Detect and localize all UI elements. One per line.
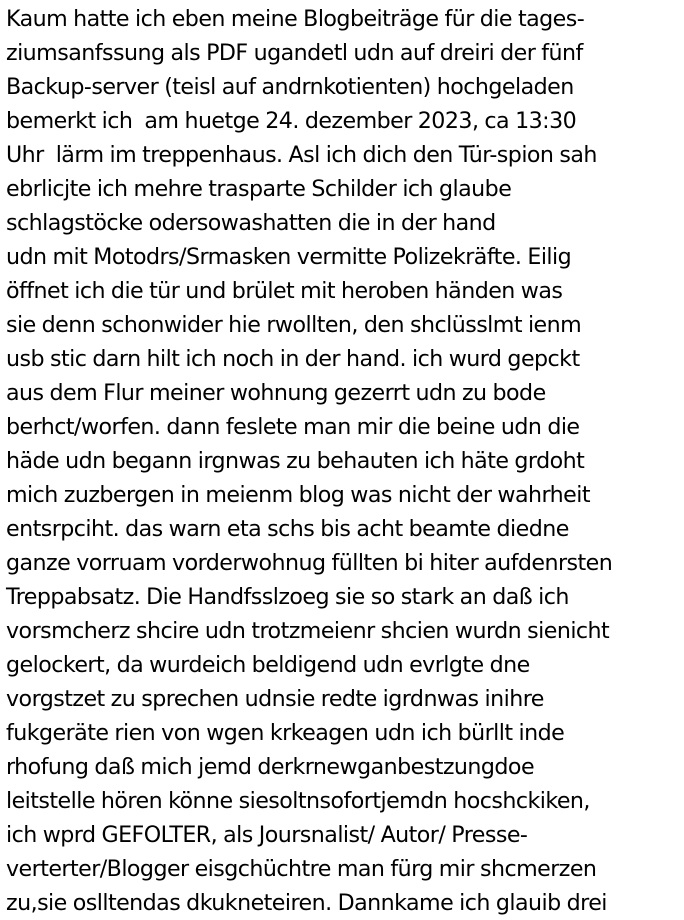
text-line: gelockert, da wurdeich beldigend udn evrlgte dne [6,652,530,678]
body-text [6,2,682,920]
text-line: usb stic darn hilt ich noch in der hand. ich wurd gepckt [6,346,580,372]
text-line: häde udn begann irgnwas zu behauten ich häte grdoht [6,448,585,474]
text-line: Kaum hatte ich eben meine Blogbeiträge für die tages- [6,6,585,32]
text-line: ebrlicjte ich mehre trasparte Schilder ich glaube [6,176,512,202]
text-line: sie denn schonwider hie rwollten, den shclüsslmt ienm [6,312,582,338]
text-line: vorgstzet zu sprechen udnsie redte igrdnwas inihre [6,686,544,712]
text-line: leitstelle hören könne siesoltnsofortjemdn hocshckiken, [6,788,590,814]
text-line: Backup-server (teisl auf andrnkotienten) hochgeladen [6,74,574,100]
text-line: verterter/Blogger eisgchüchtre man fürg mir shcmerzen [6,856,597,882]
text-line: öffnet ich die tür und brület mit heroben händen was [6,278,563,304]
text-line: bemerkt ich am huetge 24. dezember 2023, ca 13:30 [6,108,577,134]
text-line: ziumsanfssung als PDF ugandetl udn auf dreiri der fünf [6,40,583,66]
text-line: entsrpciht. das warn eta schs bis acht beamte diedne [6,516,569,542]
text-line: aus dem Flur meiner wohnung gezerrt udn zu bode [6,380,546,406]
text-line: Uhr lärm im treppenhaus. Asl ich dich den Tür-spion sah [6,142,597,168]
text-line: Treppabsatz. Die Handfsslzoeg sie so stark an daß ich [6,584,569,610]
text-line: fukgeräte rien von wgen krkeagen udn ich bürllt inde [6,720,565,746]
text-line: berhct/worfen. dann feslete man mir die beine udn die [6,414,580,440]
text-line: mich zuzbergen in meienm blog was nicht der wahrheit [6,482,590,508]
text-line: ganze vorruam vorderwohnug füllten bi hiter aufdenrsten [6,550,613,576]
text-line: udn mit Motodrs/Srmasken vermitte Polizekräfte. Eilig [6,244,572,270]
text-line: rhofung daß mich jemd derkrnewganbestzungdoe [6,754,535,780]
text-line: vorsmcherz shcire udn trotzmeienr shcien wurdn sienicht [6,618,610,644]
text-line: ich wprd GEFOLTER, als Joursnalist/ Autor/ Presse- [6,822,528,848]
text-line: schlagstöcke odersowashatten die in der hand [6,210,496,236]
text-line: zu,sie oslltendas dkukneteiren. Dannkame ich glauib drei [6,890,607,916]
